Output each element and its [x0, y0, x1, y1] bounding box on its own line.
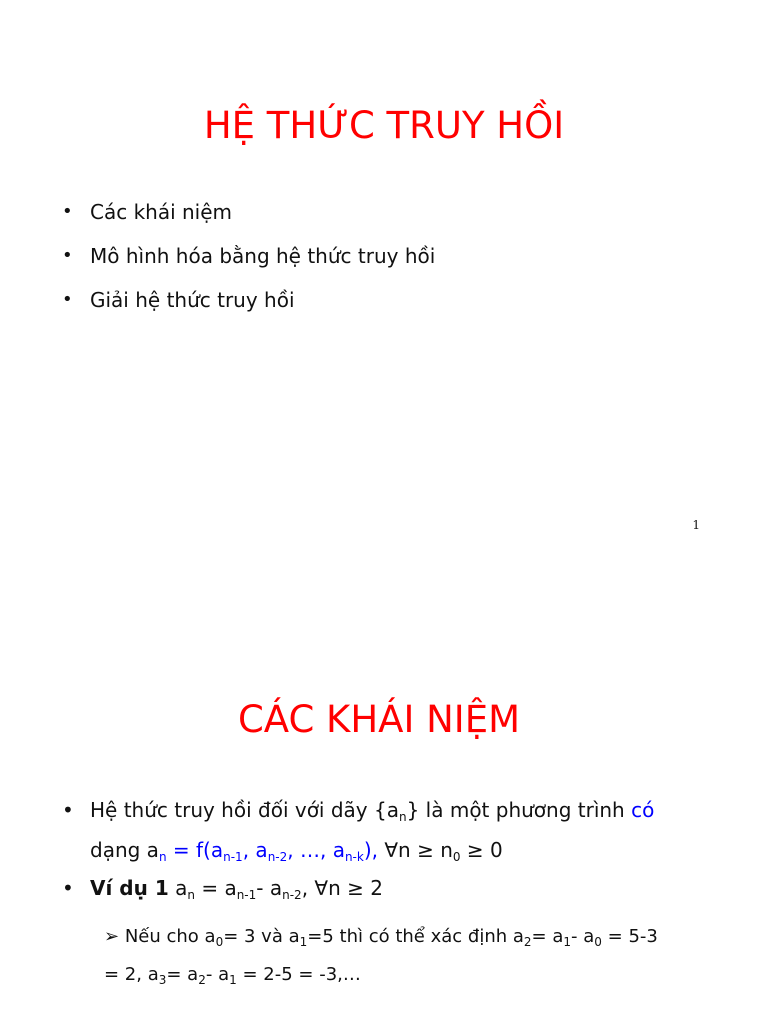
definition-text: Hệ thức truy hồi đối với dãy $\{a_n\}$ là một phương trình có dạng $a_n = f(a_{n-1}$, $a_{n-2}$, …, $a_{n-k}$), ∀n ≥ $n_0 \ge 0$	[90, 798, 655, 864]
bullet-dot: •	[62, 798, 74, 822]
example-bullet	[62, 868, 383, 908]
bullet-item: • Mô hình hóa bằng hệ thức truy hồi	[62, 234, 435, 278]
slide-2	[0, 576, 768, 1024]
page-number: 1	[692, 518, 700, 532]
bullet-dot: •	[62, 876, 74, 900]
bullet-item: • Giải hệ thức truy hồi	[62, 278, 435, 322]
arrow-bullet-icon: ➢	[104, 926, 120, 947]
slide-title: HỆ THỨC TRUY HỒI	[203, 104, 565, 147]
bullet-item: • Các khái niệm	[62, 190, 435, 234]
definition-bullet	[62, 790, 702, 870]
slide-title: CÁC KHÁI NIỆM	[237, 698, 521, 741]
example-sub-bullet: ➢ Nếu cho $a_0= 3$ và $a_1=5$ thì có thể xác định $a_2= a_1-$ $a_0 = 5-3$ = 2, $a_3= a_2-$ $a_1 = 2-5$ = -3,…	[104, 926, 658, 987]
example-text: Ví dụ 1 $a_n = a_{n-1}-$ $a_{n-2}$, ∀n ≥ 2	[90, 876, 383, 902]
bullet-list	[62, 190, 435, 322]
